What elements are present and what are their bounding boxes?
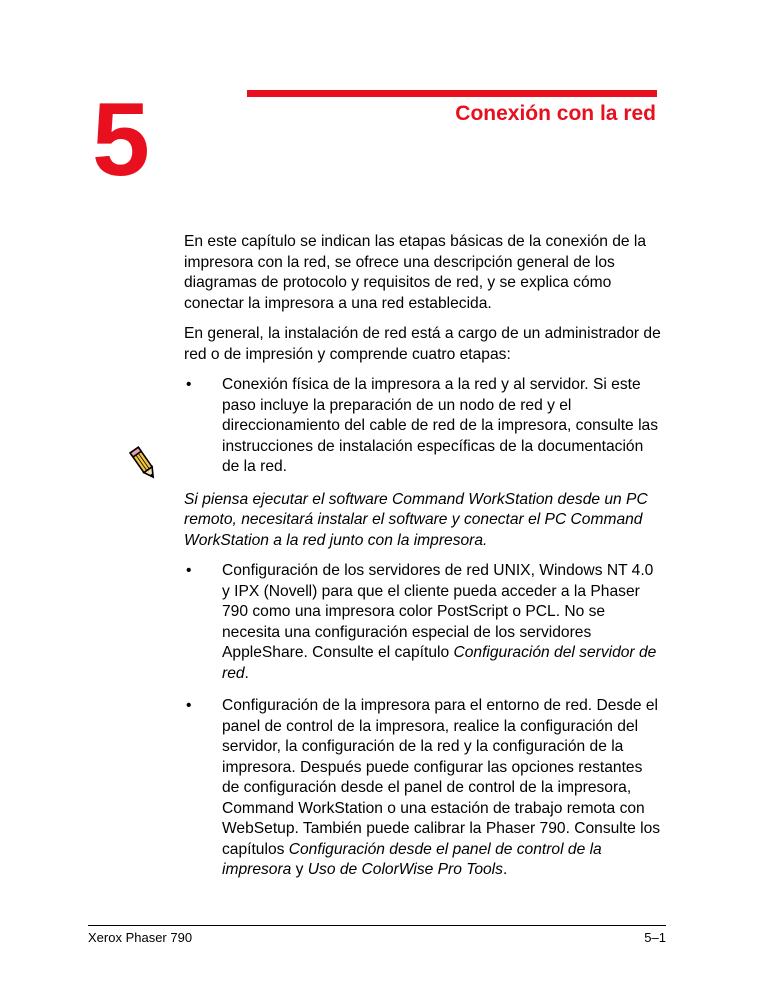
footer-page-number: 5–1 <box>644 930 666 945</box>
bullet-glyph: • <box>186 376 192 393</box>
chapter-reference: Configuración desde el panel de control de la impresora <box>222 840 602 878</box>
list-item <box>184 561 664 684</box>
chapter-reference: Configuración del servidor de red <box>222 644 657 682</box>
list-item-text: Conexión física de la impresora a la red y al servidor. Si este paso incluye la preparación de un nodo de red y el direccionamiento del cable de red de la impresora, consulte las instrucciones de instalación específicas de la documentación de la red. <box>222 376 659 475</box>
chapter-body <box>184 232 664 893</box>
list-item <box>184 375 664 478</box>
list-item-text-part: . <box>244 664 249 682</box>
footer-rule <box>88 925 666 926</box>
bullet-glyph: • <box>186 697 192 714</box>
list-item-text <box>222 696 664 881</box>
chapter-reference: Uso de ColorWise Pro Tools <box>307 861 503 878</box>
list-item-text-part: . <box>502 861 508 878</box>
chapter-title: Conexión con la red <box>455 102 656 125</box>
chapter-number: 5 <box>92 82 148 198</box>
list-item-text-part: Configuración de la impresora para el entorno de red. Desde el panel de control de la impresora, realice la configuración del servidor, la configuración de la red y la configuración de la impresora. Después puede configurar las opciones restantes de configuración desde el panel de control de la impresora, Command WorkStation o una estación de trabajo remota con WebSetup. También puede calibrar la Phaser 790. Consulte los capítulos <box>222 697 661 858</box>
footer-product-name: Xerox Phaser 790 <box>88 930 193 945</box>
bullet-glyph: • <box>186 562 192 579</box>
list-item-text <box>222 561 664 684</box>
pencil-note-icon <box>126 445 162 483</box>
list-item-text-part: y <box>291 861 308 878</box>
list-item-text-part: Configuración de los servidores de red UNIX, Windows NT 4.0 y IPX (Novell) para que el cliente pueda acceder a la Phaser 790 como una impresora color PostScript o PCL. No se necesita una configuración especial de los servidores AppleShare. Consulte el capítulo <box>222 562 654 661</box>
chapter-header-rule <box>247 90 657 97</box>
note-text: Si piensa ejecutar el software Command WorkStation desde un PC remoto, necesitará instalar el software y conectar el PC Command WorkStation a la red junto con la impresora. <box>184 490 648 549</box>
intro-paragraph-1: En este capítulo se indican las etapas básicas de la conexión de la impresora con la red, se ofrece una descripción general de los diagramas de protocolo y requisitos de red, y se explica cómo conectar la impresora a una red establecida. <box>184 233 647 312</box>
intro-paragraph-2: En general, la instalación de red está a cargo de un administrador de red o de impresión y comprende cuatro etapas: <box>184 325 661 363</box>
list-item <box>184 696 664 881</box>
